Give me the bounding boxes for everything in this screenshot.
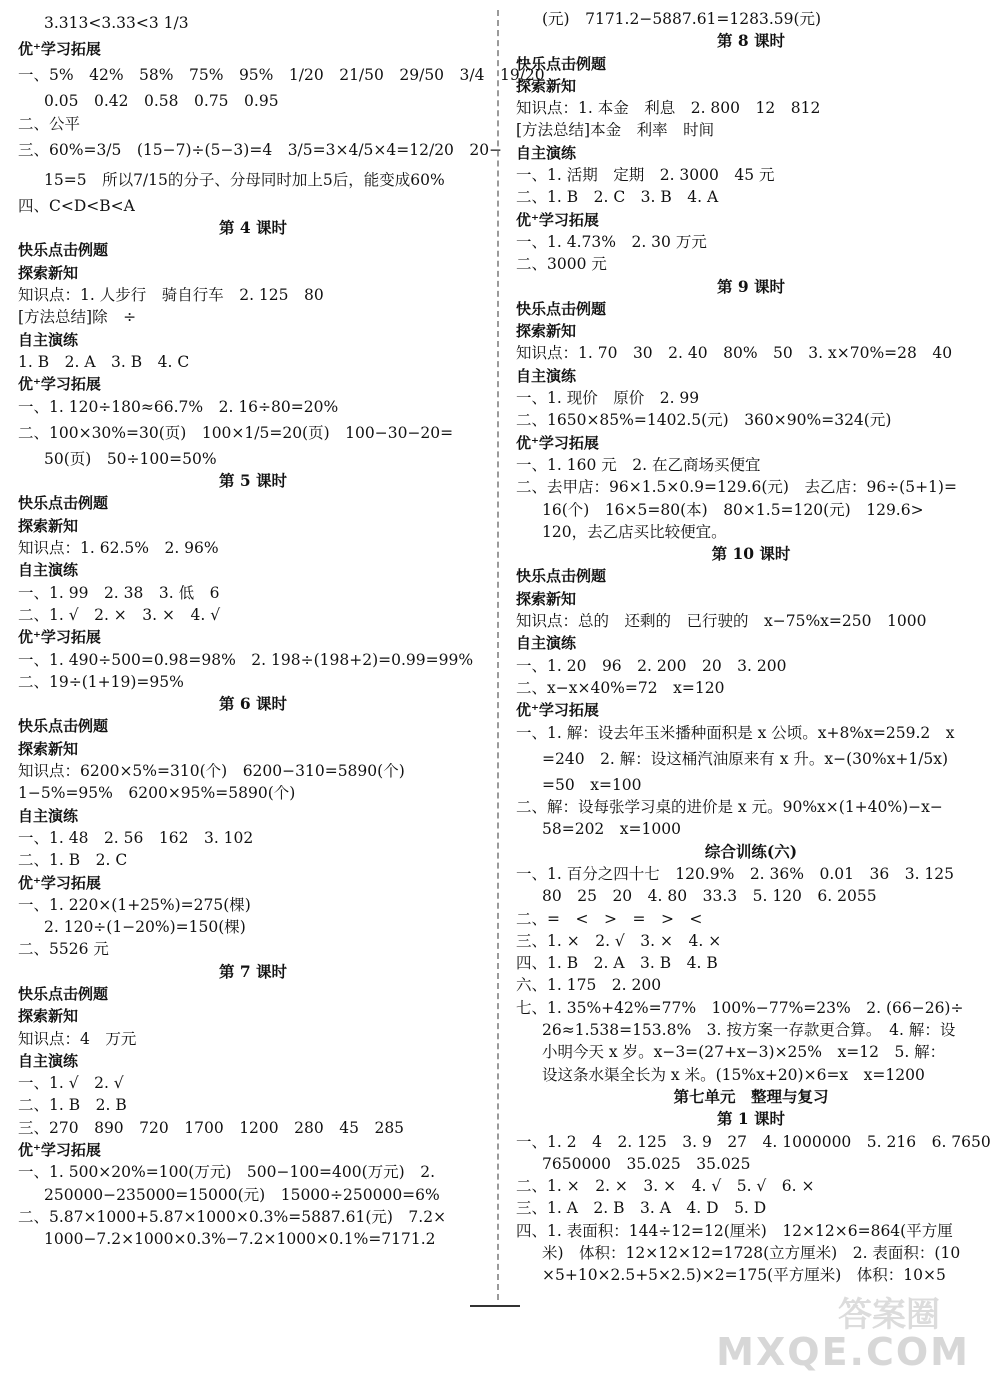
watermark-url: MXQE.COM <box>716 1330 970 1374</box>
answer-line: 二、1650×85%=1402.5(元) 360×90%=324(元) <box>516 411 892 430</box>
answer-line: 二、公平 <box>18 114 81 133</box>
answer-line: 一、5% 42% 58% 75% 95% 1/20 21/50 29/50 3/4 19/20 <box>18 66 545 85</box>
answer-line: 26≈1.538=153.8% 3. 按方案一存款更合算。 4. 解：设 <box>542 1021 956 1040</box>
subsection-label: 探索新知 <box>516 589 577 608</box>
subsection-label: 优⁺学习拓展 <box>18 873 101 892</box>
answer-line: 二、= < > = > < <box>516 909 703 928</box>
answer-line: 1−5%=95% 6200×95%=5890(个) <box>18 784 296 803</box>
left-column <box>18 8 545 1251</box>
subsection-label: 优⁺学习拓展 <box>516 433 599 452</box>
answer-line: 二、1. B 2. B <box>18 1096 127 1115</box>
subsection-label: 探索新知 <box>18 516 79 535</box>
answer-line: 一、1. 现价 原价 2. 99 <box>516 389 700 408</box>
answer-line: 250000−235000=15000(元) 15000÷250000=6% <box>44 1185 440 1204</box>
answer-line: 15=5 所以7/15的分子、分母同时加上5后，能变成60% <box>44 170 445 189</box>
answer-line: 知识点：1. 人步行 骑自行车 2. 125 80 <box>18 286 324 305</box>
watermark-logo-text: 答案圈 <box>838 1295 940 1335</box>
subsection-label: 优⁺学习拓展 <box>516 210 599 229</box>
answer-line: 三、1. × 2. √ 3. × 4. × <box>516 931 722 950</box>
answer-line: 一、1. 20 96 2. 200 20 3. 200 <box>516 656 787 675</box>
section-heading: 综合训练(六) <box>704 841 798 861</box>
subsection-label: 快乐点击例题 <box>516 299 607 318</box>
subsection-label: 探索新知 <box>516 322 577 341</box>
answer-line: 58=202 x=1000 <box>542 820 681 839</box>
section-heading: 第 7 课时 <box>218 961 288 981</box>
answer-line: 一、1. 160 元 2. 在乙商场买便宜 <box>516 455 761 474</box>
answer-line: ×5+10×2.5+5×2.5)×2=175(平方厘米) 体积：10×5 <box>542 1266 946 1285</box>
subsection-label: 优⁺学习拓展 <box>18 375 101 394</box>
answer-line: 一、1. 220×(1+25%)=275(棵) <box>18 895 251 914</box>
subsection-label: 优⁺学习拓展 <box>18 628 101 647</box>
subsection-label: 优⁺学习拓展 <box>516 701 599 720</box>
subsection-label: 自主演练 <box>516 366 577 385</box>
right-column <box>516 8 991 1287</box>
page-bottom-mark <box>470 1305 520 1307</box>
section-heading: 第 10 课时 <box>711 544 791 564</box>
answer-line: 四、C<D<B<A <box>18 196 135 215</box>
answer-line: 二、去甲店：96×1.5×0.9=129.6(元) 去乙店：96÷(5+1)= <box>516 478 957 497</box>
section-heading: 第 1 课时 <box>716 1109 786 1129</box>
subsection-label: 探索新知 <box>18 739 79 758</box>
subsection-label: 优⁺学习拓展 <box>18 40 101 58</box>
answer-line: 80 25 20 4. 80 33.3 5. 120 6. 2055 <box>542 887 877 906</box>
answer-line: 三、270 890 720 1700 1200 280 45 285 <box>18 1118 405 1137</box>
subsection-label: 探索新知 <box>18 263 79 282</box>
subsection-label: 快乐点击例题 <box>516 567 607 586</box>
answer-line: 一、1. 99 2. 38 3. 低 6 <box>18 583 220 602</box>
answer-line: 一、1. 48 2. 56 162 3. 102 <box>18 828 254 847</box>
column-divider <box>497 10 499 1300</box>
answer-line: 二、1. B 2. C <box>18 851 128 870</box>
answer-line: 小明今天 x 岁。x−3=(27+x−3)×25% x=12 5. 解： <box>542 1043 946 1062</box>
answer-line: 四、1. B 2. A 3. B 4. B <box>516 954 718 973</box>
answer-line: 一、1. 4.73% 2. 30 万元 <box>516 232 707 251</box>
subsection-label: 自主演练 <box>516 634 577 653</box>
answer-line: 六、1. 175 2. 200 <box>516 976 662 995</box>
answer-line: 一、1. 500×20%=100(万元) 500−100=400(万元) 2. <box>18 1163 436 1182</box>
answer-line: 0.05 0.42 0.58 0.75 0.95 <box>44 92 279 111</box>
subsection-label: 自主演练 <box>18 806 79 825</box>
subsection-label: 探索新知 <box>516 76 577 95</box>
answer-line: 16(个) 16×5=80(本) 80×1.5=120(元) 129.6> <box>542 500 924 519</box>
answer-line: 一、1. 490÷500=0.98=98% 2. 198÷(198+2)=0.99=99% <box>18 650 474 669</box>
answer-line: 二、100×30%=30(页) 100×1/5=20(页) 100−30−20= <box>18 423 454 442</box>
answer-line: 知识点：总的 还剩的 已行驶的 x−75%x=250 1000 <box>516 612 927 631</box>
answer-line: 1. B 2. A 3. B 4. C <box>18 352 190 371</box>
answer-line: 二、1. B 2. C 3. B 4. A <box>516 188 719 207</box>
subsection-label: 快乐点击例题 <box>516 54 607 73</box>
answer-line: 七、1. 35%+42%=77% 100%−77%=23% 2. (66−26)÷ <box>516 998 964 1017</box>
answer-line: 二、3000 元 <box>516 255 607 274</box>
answer-line: 一、1. 百分之四十七 120.9% 2. 36% 0.01 36 3. 125 <box>516 864 955 883</box>
section-heading: 第 8 课时 <box>716 31 786 51</box>
section-heading: 第 6 课时 <box>218 694 288 714</box>
answer-line: 二、解：设每张学习桌的进价是 x 元。90%x×(1+40%)−x− <box>516 798 943 817</box>
subsection-label: 自主演练 <box>18 330 79 349</box>
answer-line: 知识点：4 万元 <box>18 1029 137 1048</box>
subsection-label: 探索新知 <box>18 1007 79 1026</box>
answer-line: 2. 120÷(1−20%)=150(棵) <box>44 918 246 937</box>
answer-line: 设这条水渠全长为 x 米。(15%x+20)×6=x x=1200 <box>542 1065 925 1084</box>
answer-line: 知识点：1. 70 30 2. 40 80% 50 3. x×70%=28 40 <box>516 344 953 363</box>
answer-line: 知识点：1. 本金 利息 2. 800 12 812 <box>516 99 821 118</box>
subsection-label: 优⁺学习拓展 <box>18 1141 101 1160</box>
answer-line: 50(页) 50÷100=50% <box>44 449 217 468</box>
answer-line: 一、1. 解：设去年玉米播种面积是 x 公顷。x+8%x=259.2 x <box>516 723 955 742</box>
answer-line: 二、1. × 2. × 3. × 4. √ 5. √ 6. × <box>516 1177 815 1196</box>
answer-line: 米) 体积：12×12×12=1728(立方厘米) 2. 表面积：(10 <box>542 1244 961 1263</box>
subsection-label: 快乐点击例题 <box>18 717 109 736</box>
subsection-label: 自主演练 <box>516 143 577 162</box>
answer-line: (元) 7171.2−5887.61=1283.59(元) <box>542 10 822 28</box>
subsection-label: 自主演练 <box>18 1051 79 1070</box>
subsection-label: 快乐点击例题 <box>18 494 109 513</box>
answer-line: 二、x−x×40%=72 x=120 <box>516 678 725 697</box>
answer-line: 三、60%=3/5 (15−7)÷(5−3)=4 3/5=3×4/5×4=12/20 20− <box>18 140 503 159</box>
answer-line: 一、1. √ 2. √ <box>18 1074 124 1093</box>
answer-line: 一、1. 活期 定期 2. 3000 45 元 <box>516 166 775 185</box>
answer-line: 三、1. A 2. B 3. A 4. D 5. D <box>516 1199 767 1218</box>
answer-line: =240 2. 解：设这桶汽油原来有 x 升。x−(30%x+1/5x) <box>542 749 949 768</box>
subsection-label: 快乐点击例题 <box>18 241 109 260</box>
answer-line: 120，去乙店买比较便宜。 <box>542 522 727 541</box>
answer-line: 一、1. 120÷180≈66.7% 2. 16÷80=20% <box>18 397 339 416</box>
answer-line: [方法总结]除 ÷ <box>18 308 137 327</box>
answer-line: 四、1. 表面积：144÷12=12(厘米) 12×12×6=864(平方厘 <box>516 1221 953 1240</box>
answer-line: 二、5526 元 <box>18 940 109 959</box>
subsection-label: 快乐点击例题 <box>18 984 109 1003</box>
answer-line: 一、1. 2 4 2. 125 3. 9 27 4. 1000000 5. 216 6. 7650 <box>516 1132 991 1151</box>
answer-line: 3.313<3.33<3 1/3 <box>44 14 189 32</box>
section-heading: 第 5 课时 <box>218 471 288 491</box>
answer-line: 1000−7.2×1000×0.3%−7.2×1000×0.1%=7171.2 <box>44 1230 436 1249</box>
answer-line: 二、1. √ 2. × 3. × 4. √ <box>18 605 221 624</box>
answer-line: 知识点：1. 62.5% 2. 96% <box>18 539 219 558</box>
section-heading: 第七单元 整理与复习 <box>673 1086 829 1106</box>
answer-line: 7650000 35.025 35.025 <box>542 1154 751 1173</box>
answer-line: =50 x=100 <box>542 775 642 794</box>
answer-line: 知识点：6200×5%=310(个) 6200−310=5890(个) <box>18 762 405 781</box>
section-heading: 第 9 课时 <box>716 276 786 296</box>
subsection-label: 自主演练 <box>18 561 79 580</box>
answer-line: 二、5.87×1000+5.87×1000×0.3%=5887.61(元) 7.2× <box>18 1207 447 1226</box>
answer-line: 二、19÷(1+19)=95% <box>18 672 184 691</box>
answer-line: [方法总结]本金 利率 时间 <box>516 121 715 140</box>
section-heading: 第 4 课时 <box>218 218 288 238</box>
